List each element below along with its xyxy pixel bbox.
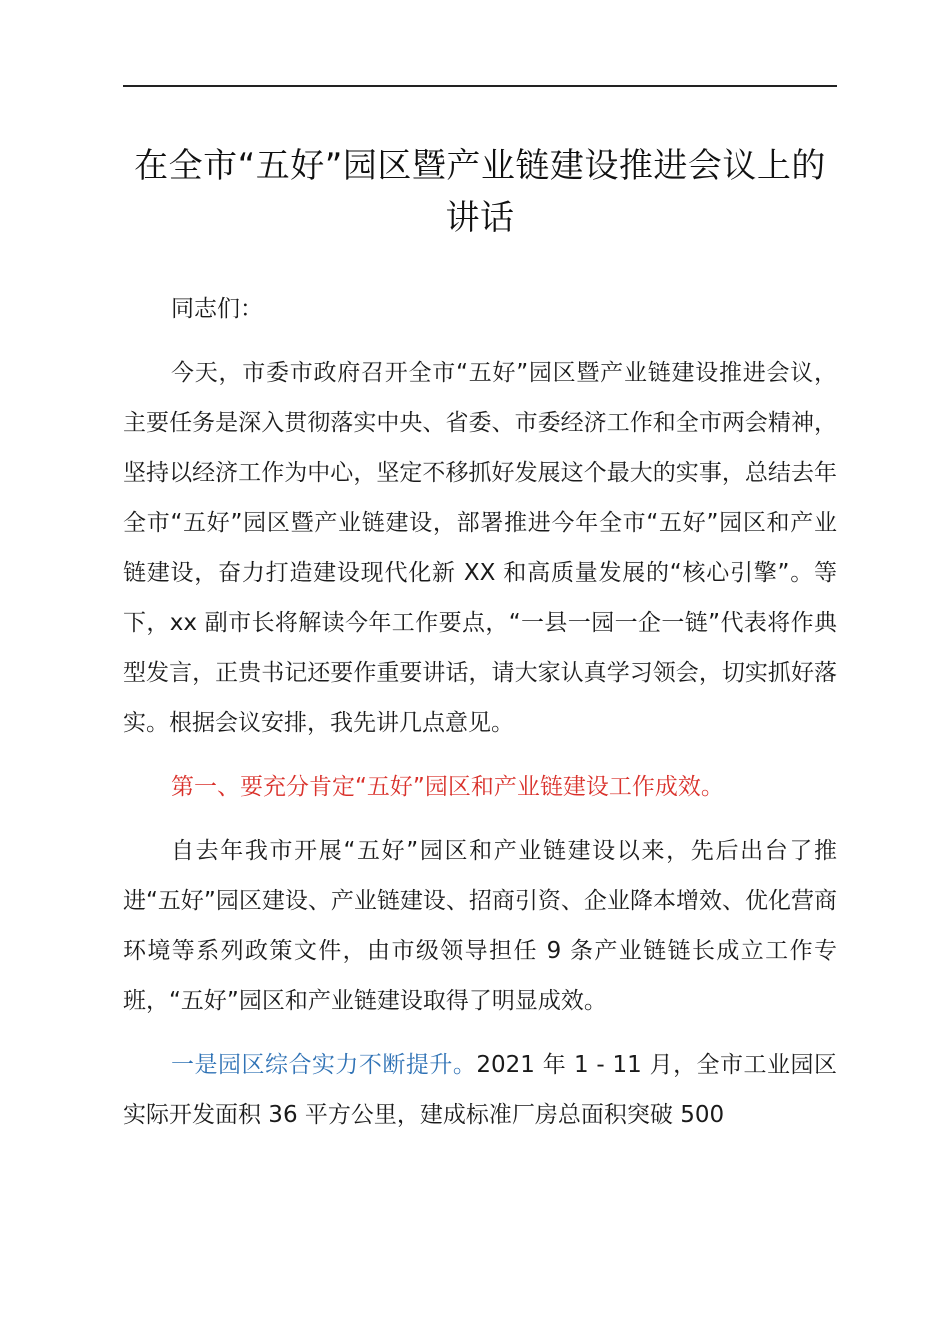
- paragraph-point-1: [123, 1040, 837, 1140]
- point-1-lead: 一是园区综合实力不断提升。: [171, 1052, 477, 1078]
- paragraph-achievements: 自去年我市开展“五好”园区和产业链建设以来，先后出台了推进“五好”园区建设、产业链建设、招商引资、企业降本增效、优化营商环境等系列政策文件，由市级领导担任 9 条产业链链长成立工作专班，“五好”园区和产业链建设取得了明显成效。: [123, 838, 837, 1014]
- paragraph-intro: 今天，市委市政府召开全市“五好”园区暨产业链建设推进会议，主要任务是深入贯彻落实中央、省委、市委经济工作和全市两会精神，坚持以经济工作为中心，坚定不移抓好发展这个最大的实事，总结去年全市“五好”园区暨产业链建设，部署推进今年全市“五好”园区和产业链建设，奋力打造建设现代化新 XX 和高质量发展的“核心引擎”。等下，xx 副市长将解读今年工作要点，“一县一园一企一链”代表将作典型发言，正贵书记还要作重要讲话，请大家认真学习领会，切实抓好落实。根据会议安排，我先讲几点意见。: [123, 360, 837, 736]
- document-title: 在全市“五好”园区暨产业链建设推进会议上的讲话: [134, 146, 826, 238]
- greeting: 同志们：: [171, 296, 263, 322]
- point-1-text: 2021 年 1 - 11 月，全市工业园区实际开发面积 36 平方公里，建成标准厂房总面积突破 500: [123, 1052, 837, 1128]
- section-heading-1: 第一、要充分肯定“五好”园区和产业链建设工作成效。: [171, 774, 724, 800]
- document-body: [123, 140, 837, 1140]
- header-rule: [123, 85, 837, 87]
